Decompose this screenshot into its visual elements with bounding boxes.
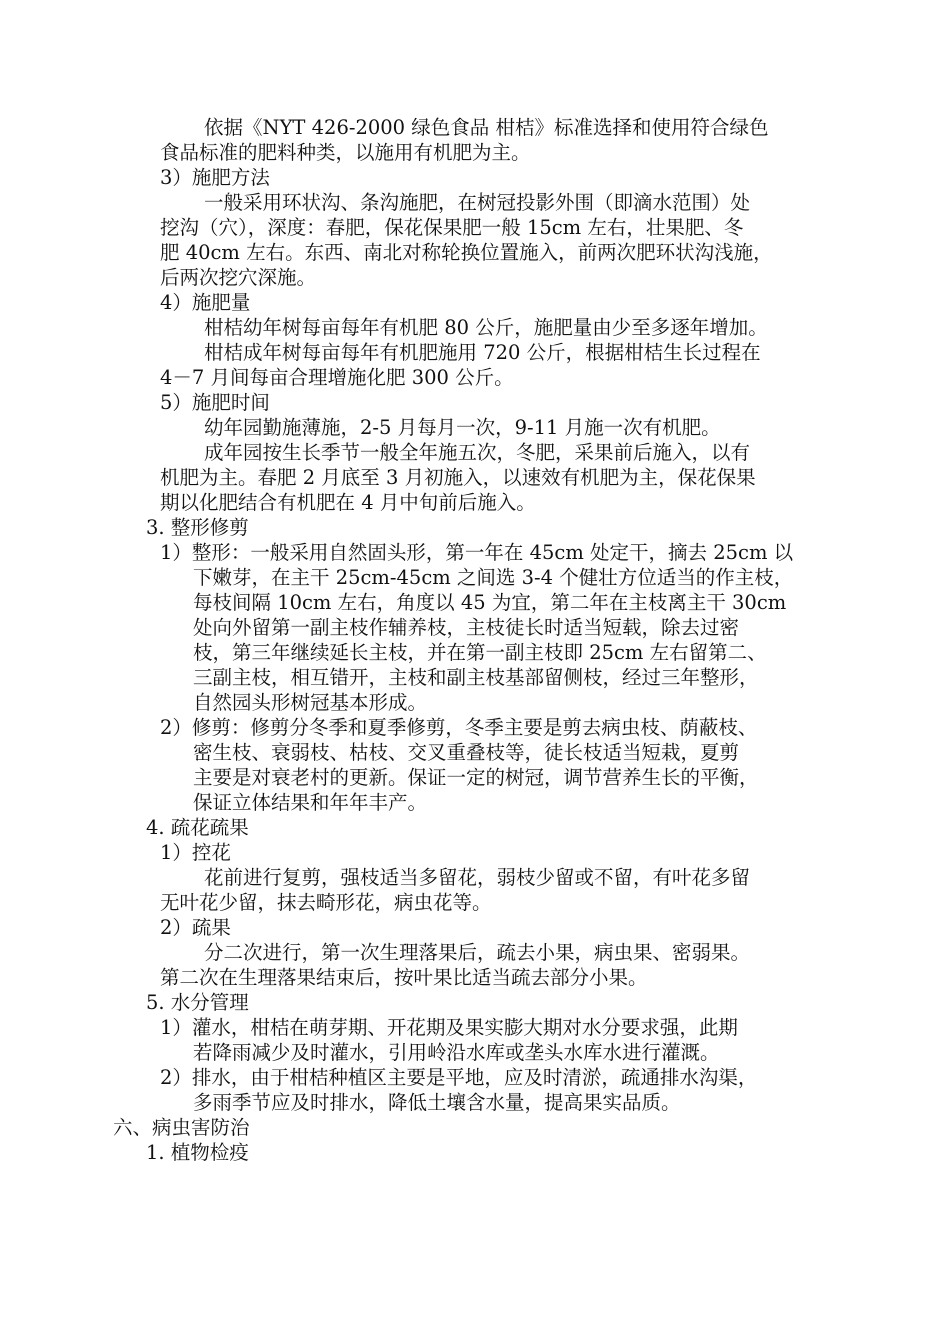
- text-line: 幼年园勤施薄施，2-5 月每月一次，9-11 月施一次有机肥。: [204, 416, 721, 439]
- text-line: 多雨季节应及时排水，降低土壤含水量，提高果实品质。: [193, 1091, 681, 1114]
- list-heading: 1）控花: [160, 841, 231, 864]
- list-heading: 5）施肥时间: [160, 391, 270, 414]
- text-line: 保证立体结果和年年丰产。: [193, 791, 428, 814]
- text-line: 柑桔幼年树每亩每年有机肥 80 公斤，施肥量由少至多逐年增加。: [204, 316, 768, 339]
- text-line: 下嫩芽，在主干 25cm-45cm 之间选 3-4 个健壮方位适当的作主枝，: [193, 566, 794, 589]
- text-line: 枝，第三年继续延长主枝，并在第一副主枝即 25cm 左右留第二、: [193, 641, 767, 664]
- section-heading: 3. 整形修剪: [146, 516, 249, 539]
- text-line: 食品标准的肥料种类，以施用有机肥为主。: [160, 141, 531, 164]
- text-line: 无叶花少留，抹去畸形花，病虫花等。: [160, 891, 492, 914]
- text-line: 处向外留第一副主枝作辅养枝，主枝徒长时适当短载，除去过密: [193, 616, 740, 639]
- text-line: 成年园按生长季节一般全年施五次，冬肥，采果前后施入，以有: [204, 441, 751, 464]
- text-line: 2）排水，由于柑桔种植区主要是平地，应及时清淤，疏通排水沟渠，: [160, 1066, 758, 1089]
- text-line: 主要是对衰老村的更新。保证一定的树冠，调节营养生长的平衡，: [193, 766, 759, 789]
- text-line: 第二次在生理落果结束后，按叶果比适当疏去部分小果。: [160, 966, 648, 989]
- section-heading: 1. 植物检疫: [146, 1141, 249, 1164]
- text-line: 依据《NYT 426-2000 绿色食品 柑桔》标准选择和使用符合绿色: [204, 116, 769, 139]
- list-heading: 2）疏果: [160, 916, 231, 939]
- list-heading: 3）施肥方法: [160, 166, 270, 189]
- section-heading: 4. 疏花疏果: [146, 816, 249, 839]
- text-line: 柑桔成年树每亩每年有机肥施用 720 公斤，根据柑桔生长过程在: [204, 341, 761, 364]
- text-line: 肥 40cm 左右。东西、南北对称轮换位置施入，前两次肥环状沟浅施，: [160, 241, 773, 264]
- text-line: 后两次挖穴深施。: [160, 266, 317, 289]
- text-line: 期以化肥结合有机肥在 4 月中旬前后施入。: [160, 491, 536, 514]
- text-line: 机肥为主。春肥 2 月底至 3 月初施入，以速效有机肥为主，保花保果: [160, 466, 756, 489]
- text-line: 自然园头形树冠基本形成。: [193, 691, 428, 714]
- text-line: 一般采用环状沟、条沟施肥，在树冠投影外围（即滴水范围）处: [204, 191, 751, 214]
- text-line: 2）修剪：修剪分冬季和夏季修剪，冬季主要是剪去病虫枝、荫蔽枝、: [160, 716, 758, 739]
- text-line: 若降雨减少及时灌水，引用岭沿水库或垄头水库水进行灌溉。: [193, 1041, 720, 1064]
- text-line: 花前进行复剪，强枝适当多留花，弱枝少留或不留，有叶花多留: [204, 866, 751, 889]
- list-heading: 4）施肥量: [160, 291, 251, 314]
- text-line: 三副主枝，相互错开，主枝和副主枝基部留侧枝，经过三年整形，: [193, 666, 759, 689]
- text-line: 分二次进行，第一次生理落果后，疏去小果，病虫果、密弱果。: [204, 941, 751, 964]
- text-line: 密生枝、衰弱枝、枯枝、交叉重叠枝等，徒长枝适当短栽，夏剪: [193, 741, 740, 764]
- text-line: 4－7 月间每亩合理增施化肥 300 公斤。: [160, 366, 514, 389]
- text-line: 每枝间隔 10cm 左右，角度以 45 为宜，第二年在主枝离主干 30cm: [193, 591, 787, 614]
- text-line: 1）灌水，柑桔在萌芽期、开花期及果实膨大期对水分要求强，此期: [160, 1016, 738, 1039]
- text-line: 挖沟（穴），深度：春肥，保花保果肥一般 15cm 左右，壮果肥、冬: [160, 216, 744, 239]
- chapter-heading: 六、病虫害防治: [113, 1116, 250, 1139]
- text-line: 1）整形：一般采用自然固头形，第一年在 45cm 处定干，摘去 25cm 以: [160, 541, 794, 564]
- section-heading: 5. 水分管理: [146, 991, 249, 1014]
